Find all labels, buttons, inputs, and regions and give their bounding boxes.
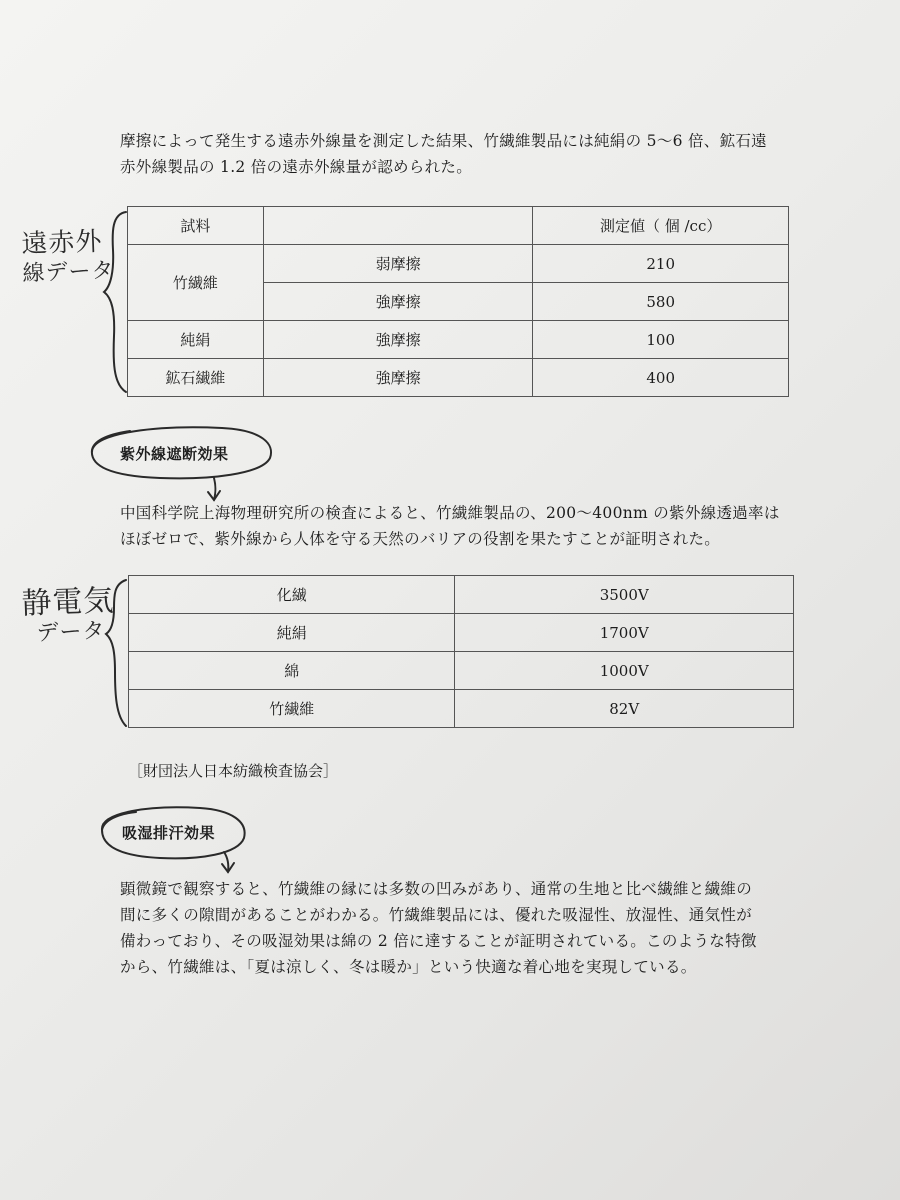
source-citation: ［財団法人日本紡織検査協会］ — [128, 762, 339, 780]
uv-heading: 紫外線遮断効果 — [120, 445, 229, 463]
intro-line-2: 赤外線製品の 1.2 倍の遠赤外線量が認められた。 — [120, 158, 473, 176]
row-value: 3500V — [455, 576, 794, 614]
handwritten-line: データ — [36, 618, 106, 647]
row-condition: 弱摩擦 — [263, 245, 533, 283]
row-value: 580 — [533, 283, 789, 321]
row-value: 1000V — [455, 652, 794, 690]
row-sample: 純絹 — [128, 321, 264, 359]
row-condition: 強摩擦 — [263, 321, 533, 359]
row-condition: 強摩擦 — [263, 359, 533, 397]
row-value: 82V — [455, 690, 794, 728]
row-sample: 鉱石繊維 — [128, 359, 264, 397]
row-condition: 強摩擦 — [263, 283, 533, 321]
moisture-line-1: 顕微鏡で観察すると、竹繊維の縁には多数の凹みがあり、通常の生地と比べ繊維と繊維の — [120, 880, 753, 898]
handwritten-line: 静電気 — [20, 583, 116, 622]
header-value: 測定値（ 個 /cc） — [533, 207, 789, 245]
moisture-line-2: 間に多くの隙間があることがわかる。竹繊維製品には、優れた吸湿性、放湿性、通気性が — [120, 906, 753, 924]
row-value: 210 — [533, 245, 789, 283]
moisture-line-3: 備わっており、その吸湿効果は綿の 2 倍に達することが証明されている。このような特徴 — [120, 932, 757, 950]
handwritten-line: 線データ — [22, 258, 115, 287]
moisture-heading: 吸湿排汗効果 — [122, 824, 216, 842]
row-material: 竹繊維 — [129, 690, 455, 728]
handwritten-line: 遠赤外 — [20, 226, 103, 260]
uv-line-2: ほぼゼロで、紫外線から人体を守る天然のバリアの役割を果たすことが証明された。 — [120, 530, 721, 548]
intro-line-1: 摩擦によって発生する遠赤外線量を測定した結果、竹繊維製品には純絹の 5〜6 倍、鉱石遠 — [120, 132, 767, 150]
row-value: 100 — [533, 321, 789, 359]
circle-mark — [102, 807, 245, 858]
header-sample: 試料 — [128, 207, 264, 245]
circle-mark — [92, 427, 271, 478]
uv-line-1: 中国科学院上海物理研究所の検査によると、竹繊維製品の、200〜400nm の紫外線透過率は — [120, 504, 780, 522]
row-value: 1700V — [455, 614, 794, 652]
row-material: 純絹 — [129, 614, 455, 652]
row-material: 化繊 — [129, 576, 455, 614]
row-value: 400 — [533, 359, 789, 397]
brace-mark — [104, 212, 126, 392]
brace-mark — [106, 580, 126, 726]
row-material: 綿 — [129, 652, 455, 690]
moisture-line-4: から、竹繊維は、「夏は涼しく、冬は暖か」という快適な着心地を実現している。 — [120, 958, 697, 976]
row-sample: 竹繊維 — [128, 245, 264, 321]
